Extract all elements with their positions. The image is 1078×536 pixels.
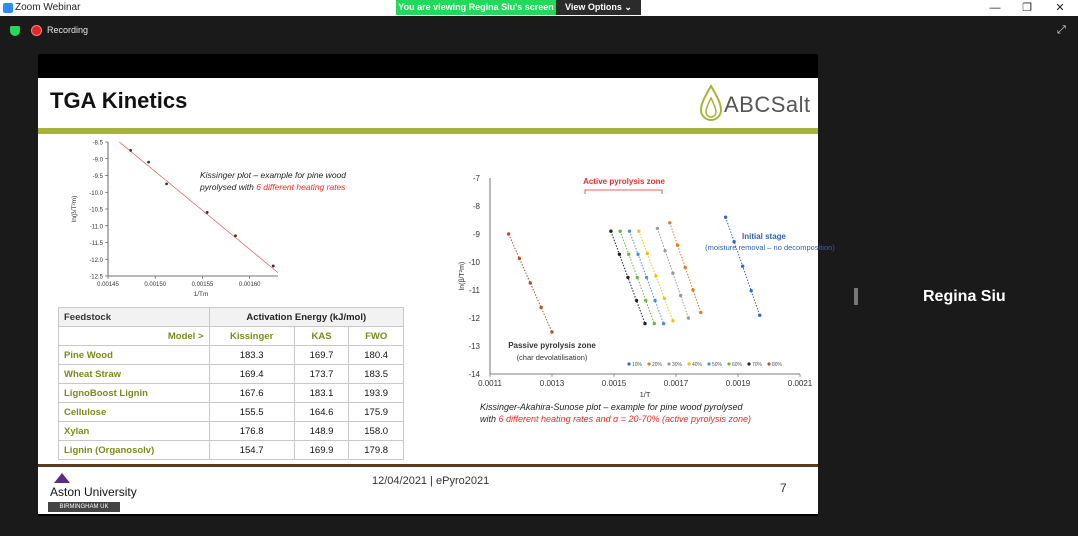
slide-page-number: 7 [780,481,787,495]
recording-label: Recording [47,25,89,35]
minimize-button[interactable]: — [989,2,1001,14]
model-header-row [59,327,404,346]
active-zone-bracket [585,190,662,194]
legend-marker [767,362,770,365]
y-tick-label: -14 [468,370,480,379]
footer-date: 12/04/2021 | ePyro2021 [372,475,490,487]
data-point [699,311,702,314]
security-shield-icon[interactable] [10,26,20,36]
data-point [662,322,665,325]
feedstock-name: Lignin (Organosolv) [59,441,210,460]
kas-caption-text: with [480,414,499,424]
x-tick-label: 0.0017 [663,379,689,388]
feedstock-name: Cellulose [59,403,210,422]
table-row [59,422,404,441]
energy-value: 169.7 [294,346,349,365]
y-tick-label: -10 [468,258,480,267]
model-kas: KAS [294,327,349,346]
data-point [539,306,542,309]
passive-zone-label: Passive pyrolysis zone [508,341,596,350]
legend-marker [747,362,750,365]
energy-value: 173.7 [294,365,349,384]
view-options-button[interactable]: View Options ⌄ [556,0,641,15]
kas-chart [414,170,835,402]
data-point [637,230,640,233]
legend-label: 50% [712,362,723,368]
legend-marker [627,362,630,365]
data-point [691,288,694,291]
x-tick-label: 0.0021 [787,379,813,388]
fit-line [119,142,278,273]
legend-label: 40% [692,362,703,368]
feedstock-header: Feedstock [59,308,210,327]
energy-header: Activation Energy (kJ/mol) [209,308,404,327]
meeting-toolbar [0,16,1078,44]
x-tick-label: 0.0011 [478,379,502,388]
table-row [59,403,404,422]
activation-energy-table [58,307,404,460]
data-point [646,252,649,255]
data-point [687,316,690,319]
y-tick-label: -12 [468,314,480,323]
legend-marker [687,362,690,365]
energy-value: 176.8 [209,422,294,441]
y-axis-label: ln(β/T²m) [71,195,78,223]
energy-value: 193.9 [349,384,404,403]
energy-value: 183.5 [349,365,404,384]
kissinger-caption-highlight: 6 different heating rates [256,182,346,192]
kas-caption-line1: Kissinger-Akahira-Sunose plot – example for pine wood pyrolysed [480,402,743,412]
y-tick-label: -8 [472,202,480,211]
slide-title: TGA Kinetics [50,88,188,113]
viewing-banner: You are viewing Regina Siu's screen [396,0,556,15]
x-tick-label: 0.00145 [97,282,119,288]
energy-value: 148.9 [294,422,349,441]
data-point [758,314,761,317]
data-point [147,161,150,164]
data-point [550,330,553,333]
legend-label: 60% [732,362,743,368]
y-tick-label: -9.5 [92,174,103,180]
legend-marker [707,362,710,365]
initial-stage-label: Initial stage [741,232,787,241]
data-point [679,294,682,297]
data-point [724,216,727,219]
initial-stage-sublabel: (moisture removal – no decomposition) [705,243,835,252]
legend-label: 80% [772,362,783,368]
data-point [636,253,639,256]
data-point [668,221,671,224]
data-point [643,322,646,325]
kissinger-caption-text: pyrolysed with [200,182,257,192]
data-point [628,230,631,233]
data-point [684,266,687,269]
window-title: Zoom Webinar [15,2,81,13]
video-panel-handle[interactable] [854,288,858,305]
data-point [653,322,656,325]
footer-divider [38,464,818,467]
fullscreen-expand-icon[interactable]: ⤢ [1057,24,1066,36]
data-point [654,274,657,277]
y-tick-label: -10.5 [89,207,103,214]
energy-value: 155.5 [209,403,294,422]
table-header-row [59,308,404,327]
data-point [749,289,752,292]
data-point [663,249,666,252]
data-point [609,230,612,233]
footer-location: BIRMINGHAM UK [48,502,120,512]
y-tick-label: -11.0 [89,224,103,231]
abcsalt-logo [698,82,818,128]
y-tick-label: -11 [469,286,480,295]
data-point [627,253,630,256]
x-tick-label: 0.00160 [238,282,261,288]
table-row [59,365,404,384]
data-point [165,182,168,185]
energy-value: 158.0 [349,422,404,441]
active-zone-label: Active pyrolysis zone [583,177,665,186]
energy-value: 180.4 [349,346,404,365]
legend-label: 20% [652,362,663,368]
recording-icon [32,26,41,35]
data-point [635,299,638,302]
x-axis-label: 1/Tm [193,291,209,298]
energy-value: 167.6 [209,384,294,403]
y-tick-label: -11.5 [89,241,103,247]
feedstock-name: LignoBoost Lignin [59,384,210,403]
kissinger-caption-line1: Kissinger plot – example for pine wood [200,170,346,180]
restore-button[interactable]: ❐ [1022,2,1032,14]
x-tick-label: 0.0019 [725,379,751,388]
x-tick-label: 0.00155 [191,282,214,288]
speaker-name: Regina Siu [923,288,1006,305]
kas-caption-highlight: 6 different heating rates and α = 20-70% (active pyrolysis zone) [498,414,752,424]
feedstock-name: Pine Wood [59,346,210,365]
feedstock-name: Wheat Straw [59,365,210,384]
data-point [656,227,659,230]
table-row [59,441,404,460]
y-tick-label: -12.5 [89,274,103,281]
data-point [206,211,209,214]
legend-label: 30% [672,362,683,368]
data-point [234,234,237,237]
kas-caption [480,401,751,425]
y-axis-label: ln(β/T²m) [459,261,466,291]
kissinger-caption-line2 [200,181,346,193]
data-point [653,299,656,302]
data-point [507,232,510,235]
abcsalt-drop-icon [698,84,724,128]
close-button[interactable]: ✕ [1055,2,1065,14]
data-point [626,276,629,279]
zoom-app-icon [3,3,13,13]
data-point [741,265,744,268]
data-point [671,272,674,275]
data-point [663,297,666,300]
data-point [129,149,132,152]
y-tick-label: -10.0 [89,190,103,197]
data-point [676,244,679,247]
data-point [671,319,674,322]
energy-value: 154.7 [209,441,294,460]
energy-value: 183.1 [294,384,349,403]
x-tick-label: 0.00150 [144,282,167,288]
y-tick-label: -7 [472,174,480,183]
passive-zone-sublabel: (char devolatilisation) [516,353,588,362]
table-row [59,346,404,365]
model-kissinger: Kissinger [209,327,294,346]
legend-marker [727,362,730,365]
data-point [529,281,532,284]
model-label: Model > [59,327,210,346]
y-tick-label: -8.5 [92,140,103,147]
legend-marker [647,362,650,365]
data-point [272,265,275,268]
data-point [618,253,621,256]
kissinger-caption [200,169,346,193]
y-tick-label: -9.0 [92,157,103,164]
y-tick-label: -13 [468,342,480,351]
kas-caption-line2 [480,413,751,425]
legend-marker [667,362,670,365]
x-tick-label: 0.0013 [539,379,565,388]
footer-university: Aston University [50,485,137,499]
logo-text: ABCSalt [724,92,811,117]
aston-logo-icon [52,471,72,485]
legend-label: 10% [632,362,643,368]
data-point [619,230,622,233]
table-row [59,384,404,403]
x-axis-label: 1/T [639,390,651,399]
y-tick-label: -9 [472,230,480,239]
data-point [644,299,647,302]
x-tick-label: 0.0015 [601,379,627,388]
kissinger-chart [66,138,286,298]
feedstock-name: Xylan [59,422,210,441]
energy-value: 179.8 [349,441,404,460]
energy-value: 169.4 [209,365,294,384]
energy-value: 164.6 [294,403,349,422]
legend-label: 70% [752,362,763,368]
slide [38,78,835,514]
data-point [645,276,648,279]
data-point [636,276,639,279]
energy-value: 169.9 [294,441,349,460]
data-point [518,257,521,260]
y-tick-label: -12.0 [89,257,103,264]
title-divider [38,128,818,134]
energy-value: 175.9 [349,403,404,422]
energy-value: 183.3 [209,346,294,365]
model-fwo: FWO [349,327,404,346]
